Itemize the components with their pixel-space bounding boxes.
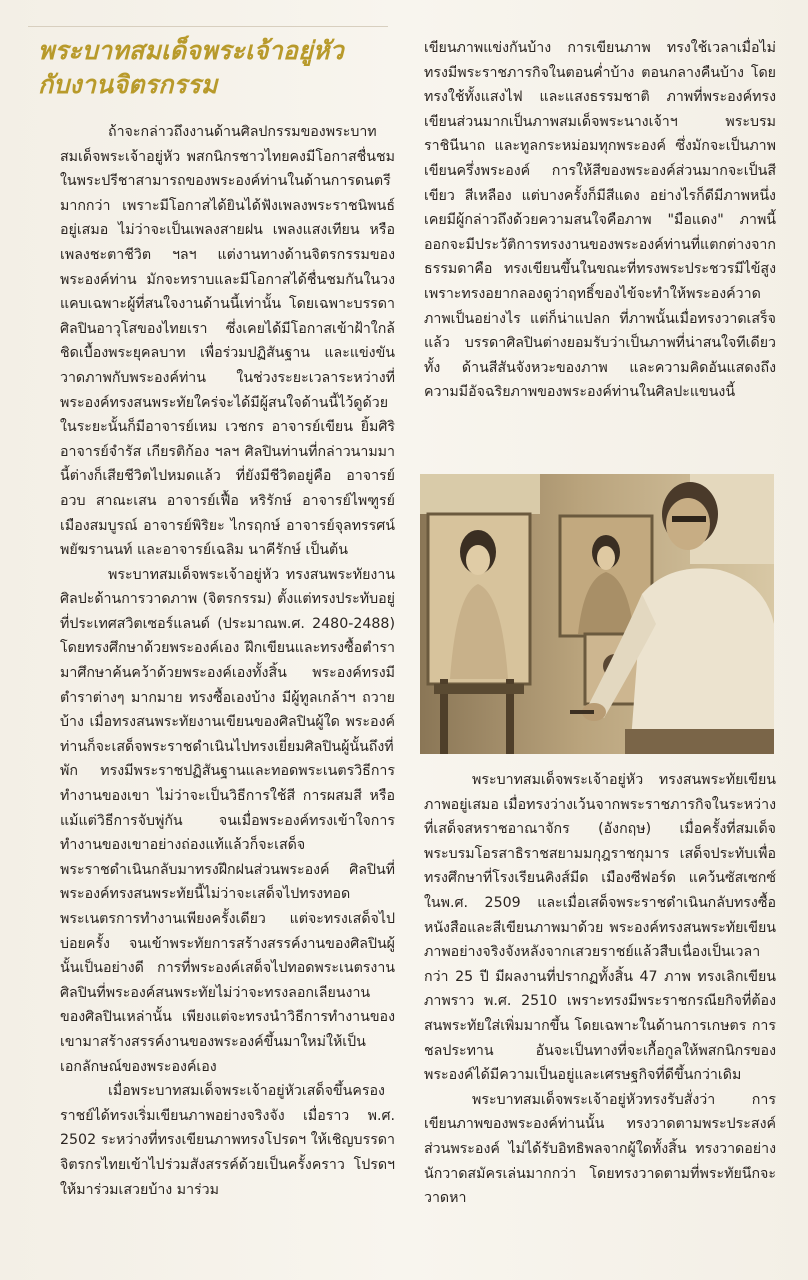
right-column-bottom [424, 768, 776, 1211]
title-rule [28, 26, 388, 27]
paragraph: พระบาทสมเด็จพระเจ้าอยู่หัว ทรงสนพระทัยเขียนภาพอยู่เสมอ เมื่อทรงว่างเว้นจากพระราชภารกิจในระหว่างที่เสด็จสหราชอาณาจักร (อังกฤษ) เมื่อครั้งที่สมเด็จพระบรมโอรสาธิราชสยามมกุฎราชกุมาร เสด็จประทับเพื่อทรงศึกษาที่โรงเรียนคิงส์มีด เมืองซีฟอร์ด แคว้นซัสเซกซ์ ในพ.ศ. 2509 และเมื่อเสด็จพระราชดำเนินกลับทรงซื้อหนังสือและสีเขียนภาพมาด้วย พระองค์ทรงสนพระทัยเขียนภาพอย่างจริงจังหลังจากเสวยราชย์แล้วสืบเนื่องเป็นเวลากว่า 25 ปี มีผลงานที่ปรากฏทั้งสิ้น 47 ภาพ ทรงเลิกเขียนภาพราว พ.ศ. 2510 เพราะทรงมีพระราชกรณียกิจที่ต้องสนพระทัยใส่เพิ่มมากขึ้น โดยเฉพาะในด้านการเกษตร การชลประทาน อันจะเป็นทางที่จะเกื้อกูลให้พสกนิกรของพระองค์ได้มีความเป็นอยู่และเศรษฐกิจที่ดีขึ้นกว่าเดิม [424, 772, 776, 1084]
paragraph: พระบาทสมเด็จพระเจ้าอยู่หัวทรงรับสั่งว่า การเขียนภาพของพระองค์ท่านนั้น ทรงวาดตามพระประสงค์ส่วนพระองค์ ไม่ได้รับอิทธิพลจากผู้ใดทั้งสิ้น ทรงวาดอย่างนักวาดสมัครเล่นมากกว่า โดยทรงวาดตามที่พระทัยนึกจะวาดหา [424, 1091, 776, 1207]
photo-illustration [420, 474, 774, 754]
article-title [38, 34, 398, 102]
title-line-2: กับงานจิตรกรรม [38, 70, 218, 99]
left-column [60, 120, 395, 1202]
paragraph: ถ้าจะกล่าวถึงงานด้านศิลปกรรมของพระบาทสมเด็จพระเจ้าอยู่หัว พสกนิกรชาวไทยคงมีโอกาสชื่นชมในพระปรีชาสามารถของพระองค์ท่านในด้านการดนตรีมากกว่า เพราะมีโอกาสได้ยินได้ฟังเพลงพระราชนิพนธ์อยู่เสมอ ไม่ว่าจะเป็นเพลงสายฝน เพลงแสงเทียน หรือเพลงชะตาชีวิต ฯลฯ แต่งานทางด้านจิตรกรรมของพระองค์ท่าน มักจะทราบและมีโอกาสได้ชื่นชมกันในวงแคบเฉพาะผู้ที่สนใจงานด้านนี้เท่านั้น โดยเฉพาะบรรดาศิลปินอาวุโสของไทยเรา ซึ่งเคยได้มีโอกาสเข้าฝ้าใกล้ชิดเบื้องพระยุคลบาท เพื่อร่วมปฏิสันฐาน และแข่งขันวาดภาพกับพระองค์ท่าน ในช่วงระยะเวลาระหว่างที่พระองค์ทรงสนพระทัยใคร่จะได้มีผู้สนใจด้านนี้ไว้ดูด้วยในระยะนั้นก็มีอาจารย์เหม เวชกร อาจารย์เขียน ยิ้มศิริ อาจารย์จำรัส เกียรติก้อง ฯลฯ ศิลปินท่านที่กล่าวนามมานี้ต่างก็เสียชีวิตไปหมดแล้ว ที่ยังมีชีวิตอยู่คือ อาจารย์อวบ สาณะเสน อาจารย์เฟื้อ หริรักษ์ อาจารย์ไพฑูรย์ เมืองสมบูรณ์ อาจารย์พิริยะ ไกรฤกษ์ อาจารย์จุลทรรศน์ พยัฆรานนท์ และอาจารย์เฉลิม นาคีรักษ์ เป็นต้น [60, 124, 395, 559]
paragraph: เมื่อพระบาทสมเด็จพระเจ้าอยู่หัวเสด็จขึ้นครองราชย์ได้ทรงเริ่มเขียนภาพอย่างจริงจัง เมื่อราว พ.ศ. 2502 ระหว่างที่ทรงเขียนภาพทรงโปรดฯ ให้เชิญบรรดาจิตรกรไทยเข้าไปร่วมสังสรรค์ด้วยเป็นครั้งคราว โปรดฯ ให้มาร่วมเสวยบ้าง มาร่วม [60, 1083, 395, 1198]
right-column-top [424, 36, 776, 405]
paragraph: เขียนภาพแข่งกันบ้าง การเขียนภาพ ทรงใช้เวลาเมื่อไม่ทรงมีพระราชภารกิจในตอนค่ำบ้าง ตอนกลางคืนบ้าง โดยทรงใช้ทั้งแสงไฟ และแสงธรรมชาติ ภาพที่พระองค์ทรงเขียนส่วนมากเป็นภาพสมเด็จพระนางเจ้าฯ พระบรมราชินีนาถ และทูลกระหม่อมทุกพระองค์ ซึ่งมักจะเป็นภาพเขียนครึ่งพระองค์ การให้สีของพระองค์ส่วนมากจะเป็นสีเขียว สีเหลือง แต่บางครั้งก็มีสีแดง อย่างไรก็ดีมีภาพหนึ่ง เคยมีผู้กล่าวถึงด้วยความสนใจคือภาพ "มือแดง" ภาพนี้ออกจะมีประวัติการทรงงานของพระองค์ท่านที่แตกต่างจากธรรมดาคือ ทรงเขียนขึ้นในขณะที่ทรงพระประชวรมีไข้สูง เพราะทรงอยากลองดูว่าฤทธิ์ของไข้จะทำให้พระองค์วาดภาพเป็นอย่างไร แต่ก็น่าแปลก ที่ภาพนั้นเมื่อทรงวาดเสร็จแล้ว บรรดาศิลปินต่างยอมรับว่าเป็นภาพที่น่าสนใจทีเดียวทั้ง ด้านสีสันจังหวะของภาพ และความคิดอันแสดงถึงความมีอัจฉริยภาพของพระองค์ท่านในศิลปะแขนงนี้ [424, 40, 776, 401]
paragraph: พระบาทสมเด็จพระเจ้าอยู่หัว ทรงสนพระทัยงานศิลปะด้านการวาดภาพ (จิตรกรรม) ตั้งแต่ทรงประทับอยู่ที่ประเทศสวิตเซอร์แลนด์ (ประมาณพ.ศ. 2480-2488) โดยทรงศึกษาด้วยพระองค์เอง ฝึกเขียนและทรงซื้อตำรามาศึกษาค้นคว้าด้วยพระองค์เองทั้งสิ้น พระองค์ทรงมีตำราต่างๆ มากมาย ทรงซื้อเองบ้าง มีผู้ทูลเกล้าฯ ถวายบ้าง เมื่อทรงสนพระทัยงานเขียนของศิลปินผู้ใด พระองค์ท่านก็จะเสด็จพระราชดำเนินไปทรงเยี่ยมศิลปินผู้นั้นถึงที่พัก ทรงมีพระราชปฏิสันฐานและทอดพระเนตรวิธีการทำงานของเขา ไม่ว่าจะเป็นวิธีการใช้สี การผสมสี หรือแม้แต่วิธีการจับพู่กัน จนเมื่อพระองค์ทรงเข้าใจการทำงานของเขาอย่างถ่องแท้แล้วก็จะเสด็จพระราชดำเนินกลับมาทรงฝึกฝนส่วนพระองค์ ศิลปินที่พระองค์ทรงสนพระทัยนี้ไม่ว่าจะเสด็จไปทรงทอดพระเนตรการทำงานเพียงครั้งเดียว แต่จะทรงเสด็จไปบ่อยครั้ง จนเข้าพระทัยการสร้างสรรค์งานของศิลปินผู้นั้นเป็นอย่างดี การที่พระองค์เสด็จไปทอดพระเนตรงานศิลปินที่พระองค์สนพระทัยไม่ว่าจะทรงลอกเลียนงานของศิลปินเหล่านั้น เพียงแต่จะทรงนำวิธีการทำงานของเขามาสร้างสรรค์งานของพระองค์ขึ้นมาใหม่ให้เป็นเอกลักษณ์ของพระองค์เอง [60, 566, 395, 1075]
title-line-1: พระบาทสมเด็จพระเจ้าอยู่หัว [38, 36, 344, 65]
sepia-photo-king-painting [420, 474, 774, 754]
